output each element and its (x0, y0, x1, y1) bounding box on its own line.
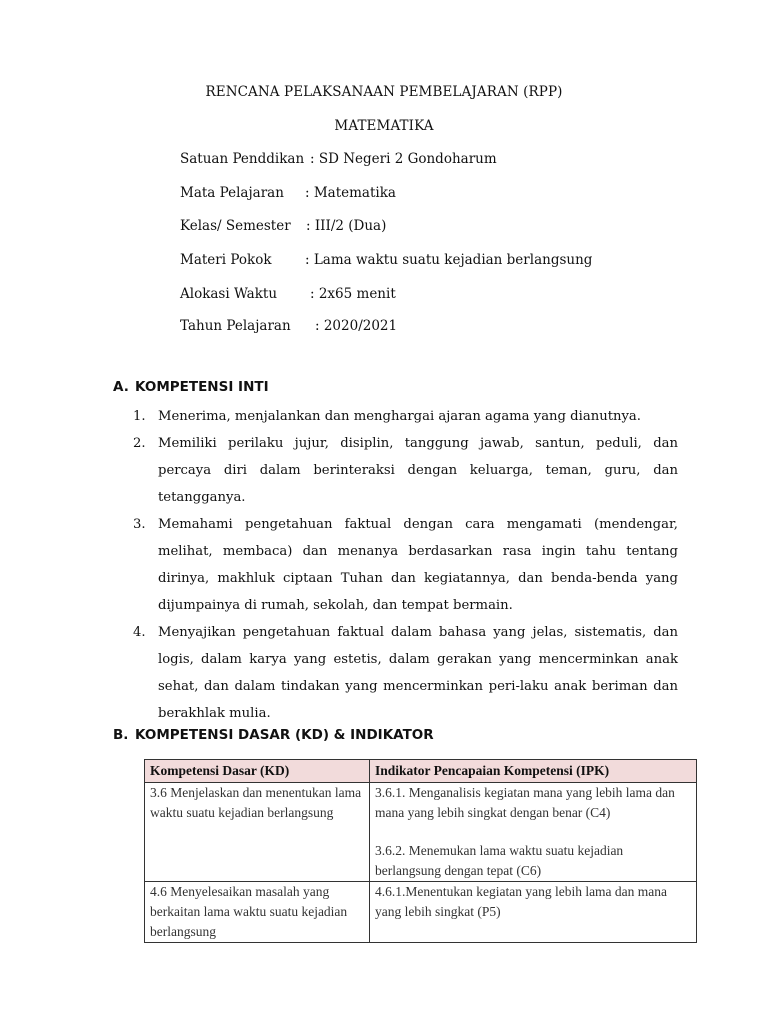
list-item (133, 511, 678, 619)
info-row-materi (180, 252, 592, 268)
list-text: Memiliki perilaku jujur, disiplin, tanggung jawab, santun, peduli, dan percaya diri dalam berinteraksi dengan keluarga, teman, guru, dan tetangganya. (158, 436, 678, 505)
document-title: RENCANA PELAKSANAAN PEMBELAJARAN (RPP) (205, 84, 563, 100)
info-value: : 2x65 menit (310, 286, 396, 302)
info-row-tahun (180, 318, 397, 334)
kd-text: 4.6 Menyelesaikan masalah yang berkaitan lama waktu suatu kejadian berlangsung (150, 884, 348, 939)
info-value: : III/2 (Dua) (306, 218, 387, 234)
list-item (133, 430, 678, 511)
list-text: Memahami pengetahuan faktual dengan cara mengamati (mendengar, melihat, membaca) dan menanya berdasarkan rasa ingin tahu tentang dirinya, makhluk ciptaan Tuhan dan kegiatannya, dan benda-benda yang dijumpainya di rumah, sekolah, dan tempat bermain. (158, 517, 678, 613)
info-label: Kelas/ Semester (180, 218, 291, 234)
info-value: : SD Negeri 2 Gondoharum (310, 151, 497, 167)
table-row (145, 783, 697, 882)
info-value: : Matematika (305, 185, 396, 201)
section-letter: B. (113, 727, 129, 743)
info-value: : Lama waktu suatu kejadian berlangsung (305, 252, 593, 268)
table-cell-kd (145, 783, 370, 882)
list-text: Menyajikan pengetahuan faktual dalam bahasa yang jelas, sistematis, dan logis, dalam karya yang estetis, dalam gerakan yang mencerminkan anak sehat, dan dalam tindakan yang mencerminkan peri-laku anak beriman dan berakhlak mulia. (158, 625, 678, 721)
table-cell-kd (145, 882, 370, 943)
ipk-text: 3.6.1. Menganalisis kegiatan mana yang lebih lama dan mana yang lebih singkat dengan benar (C4) (375, 785, 675, 820)
table-cell-ipk (370, 882, 697, 943)
kompetensi-inti-list (133, 403, 678, 727)
section-a-heading (113, 379, 269, 395)
section-b-heading (113, 727, 434, 743)
list-item (133, 403, 678, 430)
list-number: 1. (133, 409, 146, 424)
info-row-kelas (180, 218, 386, 234)
info-label: Materi Pokok (180, 252, 272, 268)
list-number: 3. (133, 517, 146, 532)
info-label: Satuan Penddikan (180, 151, 305, 167)
section-title: KOMPETENSI INTI (135, 379, 269, 395)
info-label: Alokasi Waktu (180, 286, 278, 302)
table-header-row (145, 760, 697, 783)
section-title: KOMPETENSI DASAR (KD) & INDIKATOR (135, 727, 434, 743)
info-value: : 2020/2021 (315, 318, 398, 334)
spacer (375, 823, 691, 841)
info-row-mapel (180, 185, 396, 201)
ipk-text: 4.6.1.Menentukan kegiatan yang lebih lama dan mana yang lebih singkat (P5) (375, 884, 668, 919)
info-row-alokasi (180, 286, 396, 302)
section-letter: A. (113, 379, 129, 395)
info-label: Tahun Pelajaran (180, 318, 291, 334)
table-cell-ipk (370, 783, 697, 882)
list-number: 2. (133, 436, 146, 451)
kd-indikator-table (144, 759, 697, 943)
table-header-ipk: Indikator Pencapaian Kompetensi (IPK) (370, 760, 697, 783)
list-number: 4. (133, 625, 146, 640)
list-item (133, 619, 678, 727)
table-header-kd: Kompetensi Dasar (KD) (145, 760, 370, 783)
info-label: Mata Pelajaran (180, 185, 284, 201)
ipk-text: 3.6.2. Menemukan lama waktu suatu kejadian berlangsung dengan tepat (C6) (375, 843, 624, 878)
kd-text: 3.6 Menjelaskan dan menentukan lama waktu suatu kejadian berlangsung (150, 785, 362, 820)
list-text: Menerima, menjalankan dan menghargai ajaran agama yang dianutnya. (158, 409, 641, 424)
document-subject: MATEMATIKA (334, 118, 434, 134)
info-row-satuan (180, 151, 497, 167)
table-row (145, 882, 697, 943)
